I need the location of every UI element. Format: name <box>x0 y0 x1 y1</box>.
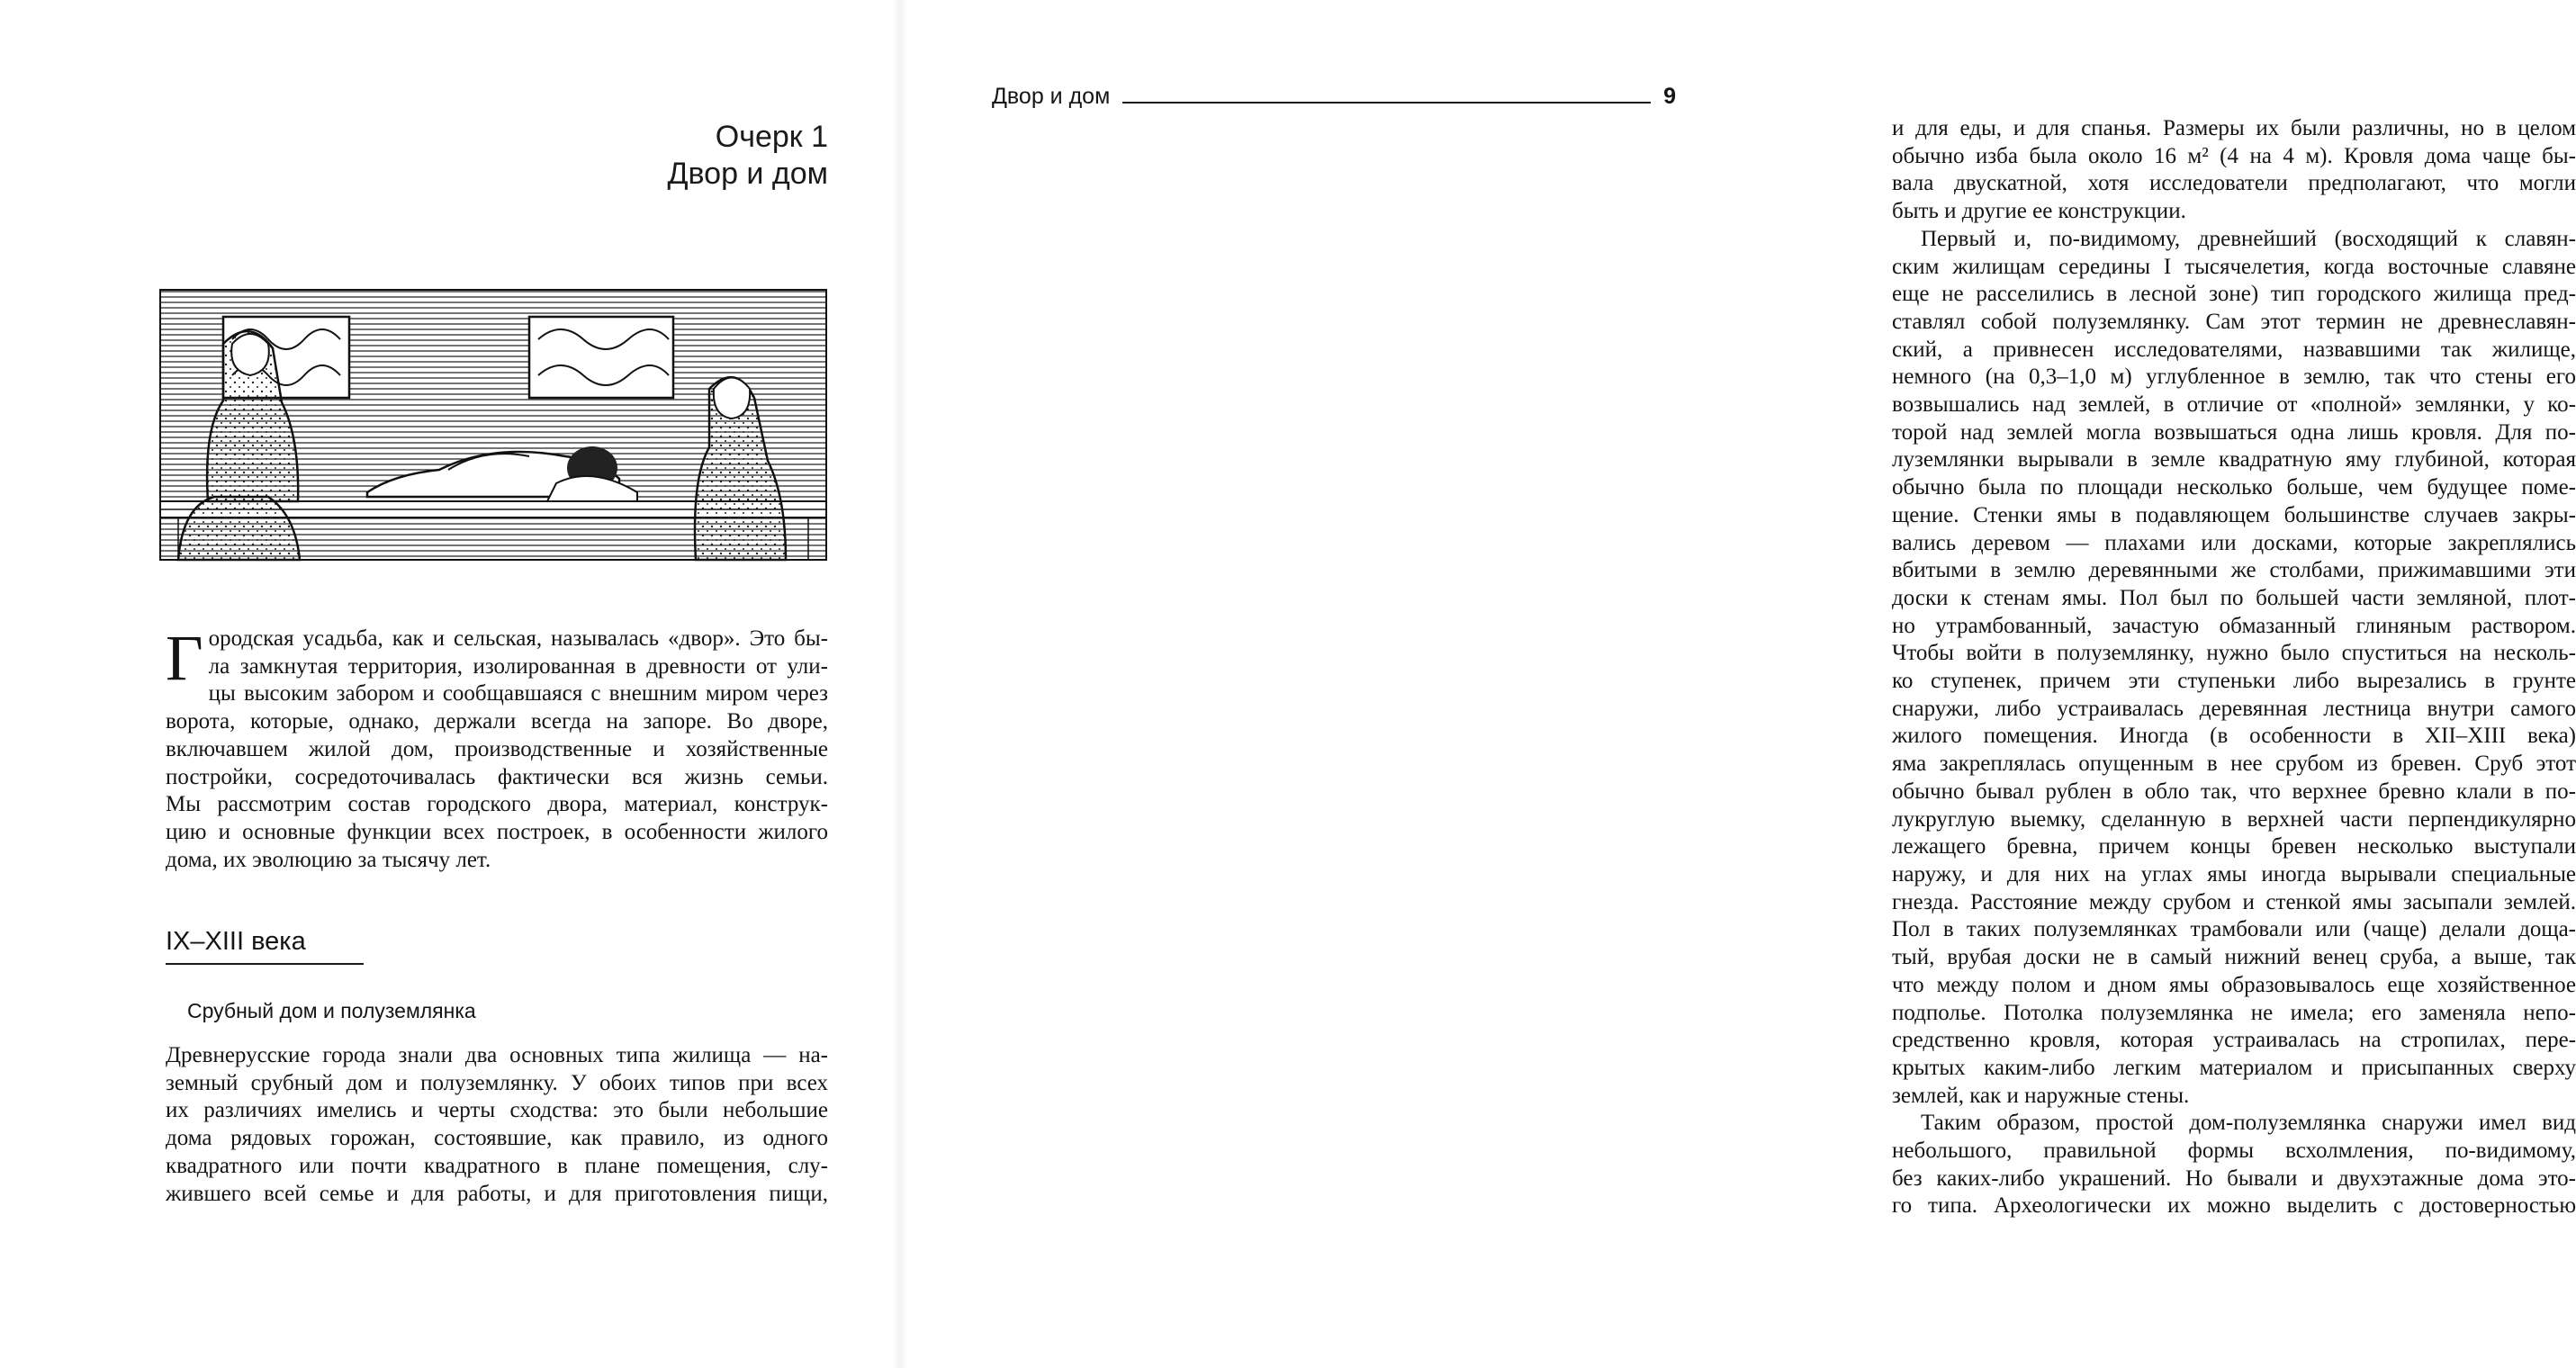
body-line: средственно кровля, которая устраивалась на стропилах, пере- <box>1892 1028 2576 1053</box>
intro-line: включавшем жилой дом, производственные и хозяйственные <box>166 736 828 761</box>
body-line: еще не расселились в лесной зоне) тип городского жилища пред- <box>1892 282 2576 307</box>
body-line: ко ступенек, причем эти ступеньки либо вырезались в грунте <box>1892 669 2576 694</box>
body-line: ским жилищам середины I тысячелетия, когда восточные славяне <box>1892 254 2576 279</box>
body-line: но утрамбованный, зачастую обмазанный глиняным раствором. <box>1892 613 2576 638</box>
woodcut-illustration <box>160 290 826 560</box>
chapter-number: Очерк 1 <box>715 120 828 154</box>
intro-line: постройки, сосредоточивалась фактически вся жизнь семьи. <box>166 764 828 789</box>
body-line: ставлял собой полуземлянку. Сам этот термин не древнеславян- <box>1892 309 2576 334</box>
body-line: Таким образом, простой дом-полуземлянка снаружи имел вид <box>1921 1111 2576 1136</box>
section-line: их различиях имелись и черты сходства: это были небольшие <box>166 1098 828 1123</box>
body-line: луземлянки вырывали в земле квадратную яму глубиной, которая <box>1892 447 2576 472</box>
right-page <box>900 0 2576 1368</box>
body-line: землей, как и наружные стены. <box>1892 1083 2190 1108</box>
body-line: тый, врубая доски не в самый нижний венец сруба, а выше, так <box>1892 945 2576 970</box>
body-line: вались деревом — плахами или досками, которые закреплялись <box>1892 530 2576 555</box>
body-line: обычно изба была около 16 м² (4 на 4 м). Кровля дома чаще бы- <box>1892 143 2576 168</box>
intro-line: ородская усадьба, как и сельская, называлась «двор». Это бы- <box>208 626 828 651</box>
right-body-text <box>1892 115 2576 1220</box>
subsection-heading: Срубный дом и полуземлянка <box>187 999 476 1022</box>
intro-line: Мы рассмотрим состав городского двора, материал, конструк- <box>166 792 828 817</box>
body-line: лукруглую выемку, сделанную в верхней части перпендикулярно <box>1892 806 2576 832</box>
body-line: обычно была по площади несколько больше, чем будущее поме- <box>1892 475 2576 500</box>
intro-line: дома, их эволюцию за тысячу лет. <box>166 847 491 872</box>
intro-line: ворота, которые, однако, держали всегда на запоре. Во дворе, <box>166 709 828 734</box>
page-number: 9 <box>1663 84 1676 109</box>
running-header <box>992 74 1676 110</box>
section-line: квадратного или почти квадратного в плане помещения, слу- <box>166 1153 828 1178</box>
body-line: торой над землей могла возвышаться одна лишь кровля. Для по- <box>1892 419 2576 445</box>
section-line: жившего всей семье и для работы, и для приготовления пищи, <box>166 1181 828 1206</box>
body-line: вала двускатной, хотя исследователи предполагают, что могли <box>1892 171 2576 196</box>
body-line: щение. Стенки ямы в подавляющем большинстве случаев закры- <box>1892 502 2576 527</box>
body-line: снаружи, либо устраивалась деревянная лестница внутри самого <box>1892 696 2576 721</box>
body-line: небольшого, правильной формы всхолмления, по-видимому, <box>1892 1138 2576 1164</box>
body-line: ский, а привнесен исследователями, назвавшими так жилище, <box>1892 337 2576 362</box>
body-line: яма закреплялась опущенным в нее срубом из бревен. Сруб этот <box>1892 752 2576 777</box>
body-line: лежащего бревна, причем концы бревен несколько выступали <box>1892 834 2576 860</box>
body-line: крытых каким-либо легким материалом и присыпанных сверху <box>1892 1055 2576 1080</box>
body-line: го типа. Археологически их можно выделить с достоверностью <box>1892 1193 2576 1219</box>
body-line: что между полом и дном ямы образовывалось еще хозяйственное <box>1892 972 2576 997</box>
section-line: земный срубный дом и полуземлянку. У обоих типов при всех <box>166 1070 828 1095</box>
body-line: доски к стенам ямы. Пол был по большей части земляной, плот- <box>1892 585 2576 610</box>
section-line: дома рядовых горожан, состоявшие, как правило, из одного <box>166 1126 828 1151</box>
body-line: вбитыми в землю деревянными же столбами, прижимавшими эти <box>1892 558 2576 583</box>
body-line: без каких-либо украшений. Но бывали и двухэтажные дома это- <box>1892 1166 2576 1191</box>
running-title: Двор и дом <box>992 84 1111 109</box>
body-line: Пол в таких полуземлянках трамбовали или (чаще) делали доща- <box>1892 917 2576 942</box>
section-paragraph <box>166 1042 828 1208</box>
intro-paragraph <box>166 622 828 904</box>
intro-line: ла замкнутая территория, изолированная в древности от ули- <box>208 653 828 679</box>
body-line: наружу, и для них на углах ямы иногда вырывали специальные <box>1892 861 2576 886</box>
body-line: и для еды, и для спанья. Размеры их были различны, но в целом <box>1892 116 2576 140</box>
body-line: гнезда. Расстояние между срубом и стенкой ямы засыпали землей. <box>1892 889 2576 914</box>
intro-line: цию и основные функции всех построек, в особенности жилого <box>166 819 828 844</box>
body-line: быть и другие ее конструкции. <box>1892 199 2186 224</box>
drop-cap: Г <box>166 622 203 694</box>
body-line: возвышались над землей, в отличие от «полной» землянки, у ко- <box>1892 392 2576 418</box>
body-line: подполье. Потолка полуземлянка не имела; его заменяла непо- <box>1892 1000 2576 1025</box>
chapter-name: Двор и дом <box>667 157 828 191</box>
section-heading: IX–XIII века <box>166 925 364 965</box>
body-line: Первый и, по-видимому, древнейший (восходящий к славян- <box>1921 226 2576 251</box>
body-line: немного (на 0,3–1,0 м) углубленное в землю, так что стены его <box>1892 364 2576 390</box>
body-line: жилого помещения. Иногда (в особенности в XII–XIII века) <box>1892 724 2576 749</box>
body-line: Чтобы войти в полуземлянку, нужно было спуститься на несколь- <box>1892 641 2576 666</box>
header-rule <box>1122 102 1651 104</box>
left-page <box>0 0 900 1368</box>
body-line: обычно бывал рублен в обло так, что верхнее бревно клали в по- <box>1892 778 2576 804</box>
chapter-title <box>432 119 828 193</box>
section-line: Древнерусские города знали два основных типа жилища — на- <box>166 1043 828 1067</box>
intro-line: цы высоким забором и сообщавшаяся с внешним миром через <box>208 681 828 706</box>
